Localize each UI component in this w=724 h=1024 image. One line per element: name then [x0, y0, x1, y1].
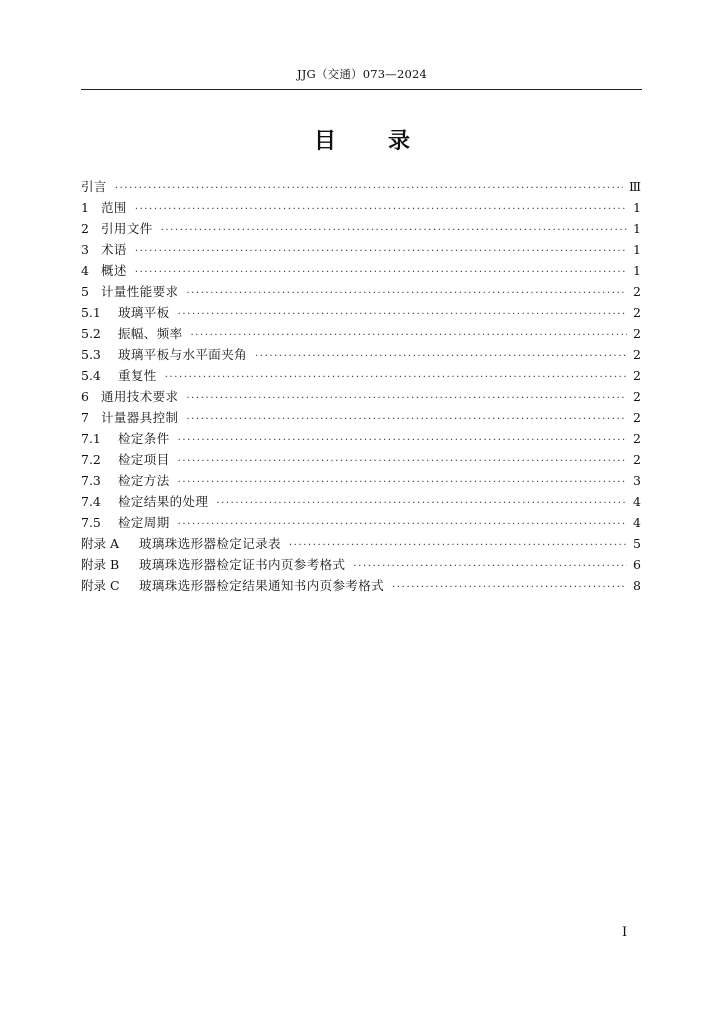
toc-number: 5	[81, 284, 89, 299]
toc-page-number: 2	[633, 431, 641, 446]
toc-label: 玻璃珠选形器检定记录表	[139, 536, 281, 551]
toc-page-number: 4	[633, 494, 641, 509]
toc-leader-dots	[165, 367, 627, 388]
toc-entry-5[interactable]	[81, 281, 641, 302]
toc-page-number: 2	[633, 347, 641, 362]
toc-entry-7-5[interactable]	[81, 512, 641, 533]
toc-label: 通用技术要求	[101, 389, 179, 404]
toc-entry-1[interactable]	[81, 197, 641, 218]
toc-page-number: 1	[633, 242, 641, 257]
toc-number: 2	[81, 221, 89, 236]
toc-entry-5-2[interactable]	[81, 323, 641, 344]
toc-label: 计量器具控制	[101, 410, 179, 425]
toc-leader-dots	[135, 199, 627, 220]
toc-leader-dots	[135, 262, 627, 283]
toc-label: 玻璃平板	[118, 305, 170, 320]
table-of-contents	[81, 176, 641, 596]
toc-leader-dots	[353, 556, 627, 577]
toc-leader-dots	[178, 514, 627, 535]
toc-number: 7.1	[81, 431, 101, 446]
toc-entry-7-4[interactable]	[81, 491, 641, 512]
toc-entry-5-3[interactable]	[81, 344, 641, 365]
page-title	[0, 124, 724, 155]
toc-leader-dots	[392, 577, 627, 598]
toc-entry-intro[interactable]	[81, 176, 641, 197]
toc-leader-dots	[186, 283, 627, 304]
toc-leader-dots	[178, 451, 627, 472]
toc-leader-dots	[186, 388, 627, 409]
toc-entry-3[interactable]	[81, 239, 641, 260]
toc-page-number: 8	[633, 578, 641, 593]
toc-label: 计量性能要求	[101, 284, 179, 299]
toc-number: 附录 A	[81, 536, 120, 551]
toc-entry-7-3[interactable]	[81, 470, 641, 491]
toc-entry-2[interactable]	[81, 218, 641, 239]
toc-entry-4[interactable]	[81, 260, 641, 281]
toc-leader-dots	[135, 241, 627, 262]
toc-page-number: 2	[633, 452, 641, 467]
toc-label: 术语	[101, 242, 127, 257]
toc-number: 7.3	[81, 473, 101, 488]
toc-number: 7	[81, 410, 89, 425]
toc-entry-7-1[interactable]	[81, 428, 641, 449]
toc-label: 概述	[101, 263, 127, 278]
toc-number: 附录 C	[81, 578, 120, 593]
running-header: JJG（交通）073—2024	[296, 67, 428, 81]
toc-label: 玻璃平板与水平面夹角	[118, 347, 248, 362]
toc-number: 3	[81, 242, 89, 257]
toc-page-number: 2	[633, 284, 641, 299]
page-number: I	[622, 925, 628, 940]
toc-entry-6[interactable]	[81, 386, 641, 407]
toc-label: 范围	[101, 200, 127, 215]
toc-label: 检定周期	[118, 515, 170, 530]
toc-leader-dots	[115, 178, 623, 199]
toc-entry-7[interactable]	[81, 407, 641, 428]
toc-page-number: 4	[633, 515, 641, 530]
toc-number: 5.1	[81, 305, 101, 320]
toc-page-number: 2	[633, 326, 641, 341]
toc-number: 1	[81, 200, 89, 215]
header-rule	[81, 89, 642, 90]
toc-entry-5-1[interactable]	[81, 302, 641, 323]
toc-entry-5-4[interactable]	[81, 365, 641, 386]
toc-page-number: Ⅲ	[628, 179, 641, 194]
toc-leader-dots	[216, 493, 627, 514]
toc-label: 振幅、频率	[118, 326, 183, 341]
title-char-1: 目	[313, 129, 336, 154]
toc-entry-appendix-a[interactable]	[81, 533, 641, 554]
toc-label: 引用文件	[101, 221, 153, 236]
toc-leader-dots	[186, 409, 627, 430]
toc-number: 附录 B	[81, 557, 120, 572]
toc-label: 检定方法	[118, 473, 170, 488]
toc-leader-dots	[191, 325, 627, 346]
toc-leader-dots	[178, 304, 627, 325]
toc-entry-7-2[interactable]	[81, 449, 641, 470]
toc-entry-appendix-c[interactable]	[81, 575, 641, 596]
toc-page-number: 2	[633, 410, 641, 425]
toc-number: 7.2	[81, 452, 101, 467]
toc-label: 玻璃珠选形器检定结果通知书内页参考格式	[139, 578, 385, 593]
toc-leader-dots	[178, 430, 627, 451]
toc-page-number: 2	[633, 389, 641, 404]
toc-number: 7.5	[81, 515, 101, 530]
toc-label: 玻璃珠选形器检定证书内页参考格式	[139, 557, 346, 572]
toc-number: 5.3	[81, 347, 101, 362]
toc-number: 4	[81, 263, 89, 278]
toc-label: 引言	[81, 179, 107, 194]
toc-page-number: 3	[633, 473, 641, 488]
toc-leader-dots	[255, 346, 627, 367]
toc-page-number: 1	[633, 200, 641, 215]
toc-entry-appendix-b[interactable]	[81, 554, 641, 575]
title-char-2: 录	[388, 129, 411, 154]
toc-label: 重复性	[118, 368, 157, 383]
toc-page-number: 6	[633, 557, 641, 572]
toc-leader-dots	[289, 535, 627, 556]
toc-page-number: 1	[633, 221, 641, 236]
toc-leader-dots	[178, 472, 627, 493]
toc-number: 6	[81, 389, 89, 404]
toc-number: 7.4	[81, 494, 101, 509]
toc-number: 5.4	[81, 368, 101, 383]
toc-page-number: 2	[633, 368, 641, 383]
toc-page-number: 5	[633, 536, 641, 551]
toc-page-number: 1	[633, 263, 641, 278]
toc-label: 检定项目	[118, 452, 170, 467]
toc-number: 5.2	[81, 326, 101, 341]
toc-label: 检定结果的处理	[118, 494, 209, 509]
toc-leader-dots	[161, 220, 627, 241]
toc-page-number: 2	[633, 305, 641, 320]
toc-label: 检定条件	[118, 431, 170, 446]
